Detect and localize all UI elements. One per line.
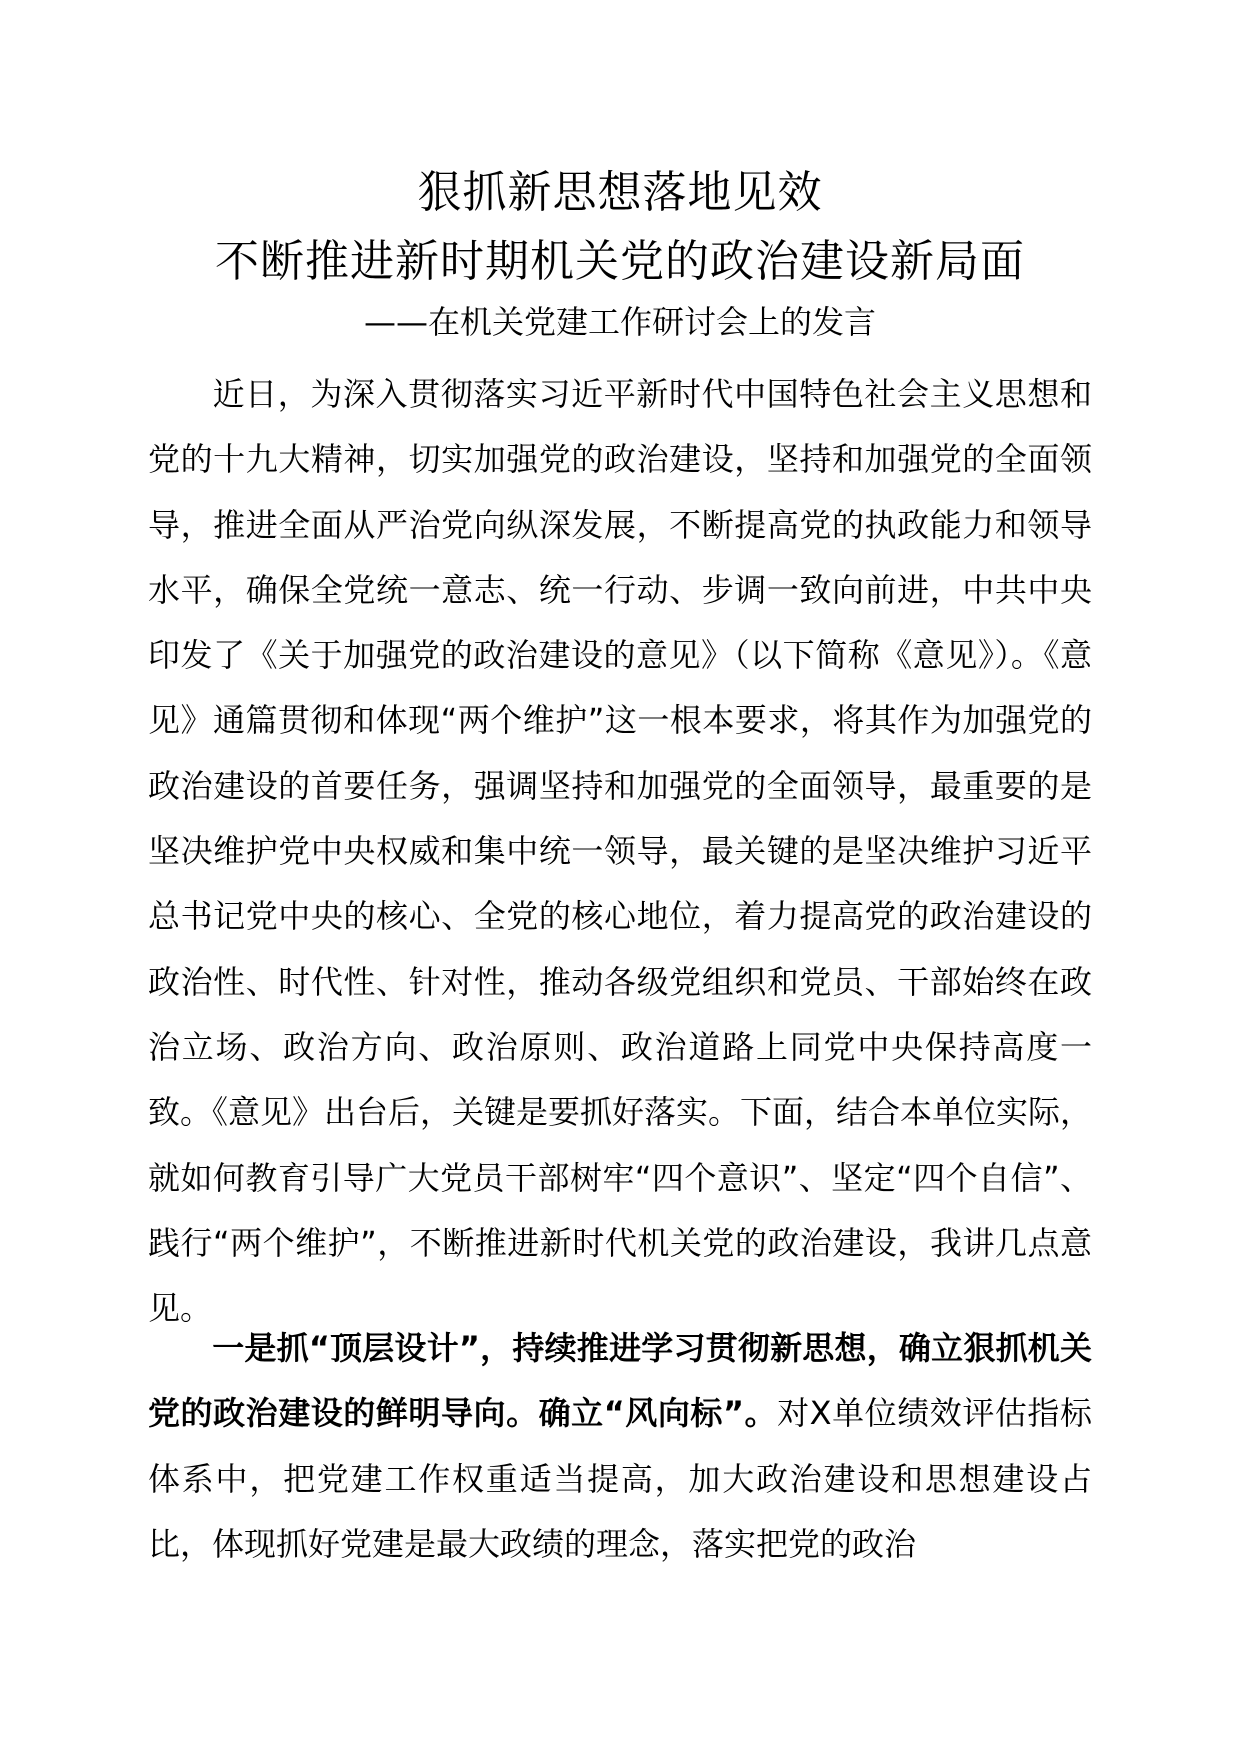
paragraph-2-bold-lead: 一是抓“顶层设计”，持续推进学习贯彻新思想，确立狠抓机关党的政治建设的鲜明导向。确立“风向标”。: [148, 1329, 1092, 1433]
paragraph-2-text: 对X单位绩效评估指标体系中，把党建工作权重适当提高，加大政治建设和思想建设占比，体现抓好党建是最大政绩的理念，落实把党的政治: [148, 1394, 1092, 1563]
document-subtitle: ——在机关党建工作研讨会上的发言: [363, 303, 876, 341]
document-title-line1: 狠抓新思想落地见效: [417, 167, 823, 218]
document-title-line2: 不断推进新时期机关党的政治建设新局面: [215, 236, 1025, 287]
body-paragraph-1: [148, 362, 1092, 1341]
paragraph-1-text: 近日，为深入贯彻落实习近平新时代中国特色社会主义思想和党的十九大精神，切实加强党的政治建设，坚持和加强党的全面领导，推进全面从严治党向纵深发展，不断提高党的执政能力和领导水平，确保全党统一意志、统一行动、步调一致向前进，中共中央印发了《关于加强党的政治建设的意见》（以下简称《意见》）。《意见》通篇贯彻和体现“两个维护”这一根本要求，将其作为加强党的政治建设的首要任务，强调坚持和加强党的全面领导，最重要的是坚决维护党中央权威和集中统一领导，最关键的是坚决维护习近平总书记党中央的核心、全党的核心地位，着力提高党的政治建设的政治性、时代性、针对性，推动各级党组织和党员、干部始终在政治立场、政治方向、政治原则、政治道路上同党中央保持高度一致。《意见》出台后，关键是要抓好落实。下面，结合本单位实际，就如何教育引导广大党员干部树牢“四个意识”、坚定“四个自信”、践行“两个维护”，不断推进新时代机关党的政治建设，我讲几点意见。: [148, 375, 1093, 1328]
body-paragraph-2: [148, 1316, 1092, 1577]
